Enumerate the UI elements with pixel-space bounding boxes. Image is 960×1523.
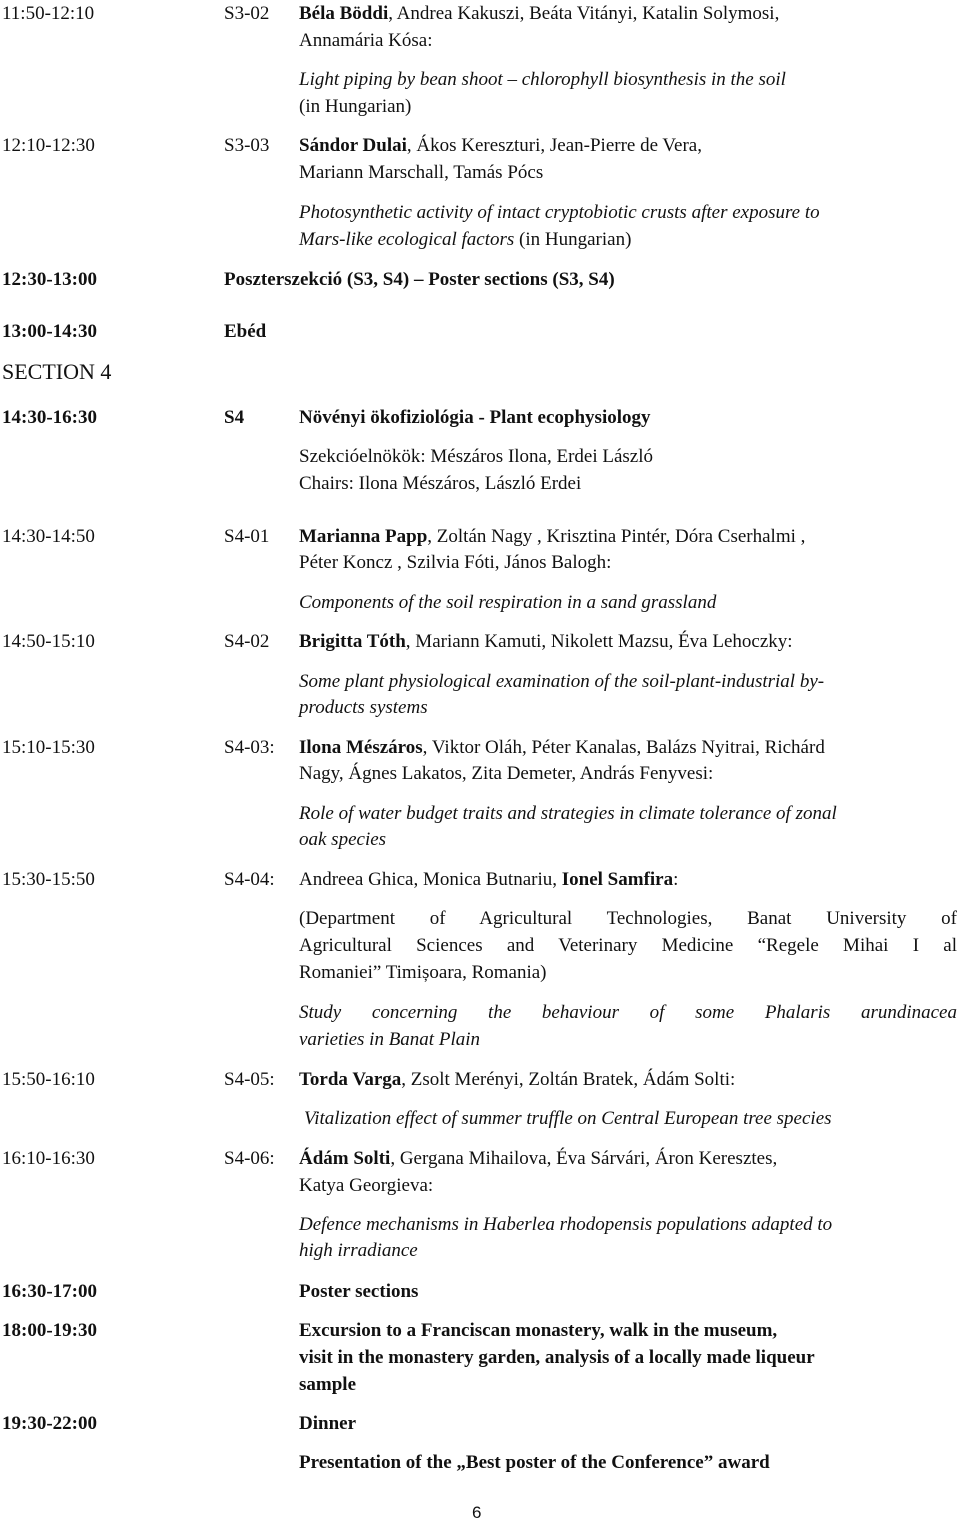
- time-slot: 13:00-14:30: [2, 321, 97, 342]
- authors: [299, 866, 678, 893]
- co-authors: Andreea Ghica, Monica Butnariu,: [299, 869, 562, 890]
- authors: [299, 523, 805, 550]
- session-code: S4-04:: [224, 869, 275, 890]
- time-slot: 18:00-19:30: [2, 1320, 97, 1341]
- talk-title-line-2: [299, 226, 631, 253]
- co-authors: , Zoltán Nagy , Krisztina Pintér, Dóra Cserhalmi ,: [427, 526, 806, 547]
- excursion-line-3: sample: [299, 1374, 356, 1395]
- authors: [299, 628, 793, 655]
- presenting-author: Sándor Dulai: [299, 135, 407, 156]
- page-number: 6: [472, 1503, 482, 1522]
- presenting-author: Ionel Samfira: [561, 869, 674, 890]
- session-code: S4-05:: [224, 1069, 275, 1090]
- presenting-author: Ádám Solti: [299, 1148, 391, 1169]
- time-slot: 11:50-12:10: [2, 3, 95, 24]
- time-slot: 15:50-16:10: [2, 1069, 95, 1090]
- talk-title: Photosynthetic activity of intact cryptobiotic crusts after exposure to: [299, 202, 820, 223]
- talk-title-line-2: oak species: [299, 829, 387, 850]
- talk-title: Components of the soil respiration in a sand grassland: [299, 592, 717, 613]
- authors-line-2: Mariann Marschall, Tamás Pócs: [299, 162, 544, 183]
- authors-line-2: Annamária Kósa:: [299, 30, 433, 51]
- award-presentation: Presentation of the „Best poster of the Conference” award: [299, 1452, 770, 1473]
- authors-end: :: [673, 869, 679, 890]
- co-authors: , Viktor Oláh, Péter Kanalas, Balázs Nyitrai, Richárd: [422, 737, 825, 758]
- talk-title-line-2: (in Hungarian): [299, 96, 412, 117]
- time-slot: 15:10-15:30: [2, 737, 95, 758]
- co-authors: , Zsolt Merényi, Zoltán Bratek, Ádám Solti:: [401, 1069, 736, 1090]
- co-authors: , Mariann Kamuti, Nikolett Mazsu, Éva Lehoczky:: [405, 631, 793, 652]
- presenting-author: Ilona Mészáros: [299, 737, 423, 758]
- talk-title: Light piping by bean shoot – chlorophyll biosynthesis in the soil: [299, 69, 786, 90]
- talk-title: Vitalization effect of summer truffle on Central European tree species: [304, 1108, 832, 1129]
- presenting-author: Brigitta Tóth: [299, 631, 406, 652]
- title-plain: (in Hungarian): [514, 229, 632, 250]
- dinner-label: Dinner: [299, 1413, 356, 1434]
- presenting-author: Béla Böddi: [299, 3, 389, 24]
- talk-title: Some plant physiological examination of the soil-plant-industrial by-: [299, 671, 825, 692]
- session-code: S4: [224, 407, 245, 428]
- authors: [299, 0, 779, 27]
- authors-line-2: Katya Georgieva:: [299, 1175, 434, 1196]
- talk-title-line-2: varieties in Banat Plain: [299, 1029, 481, 1050]
- session-title: Növényi ökofiziológia - Plant ecophysiology: [299, 407, 651, 428]
- authors: [299, 1066, 735, 1093]
- talk-title: Role of water budget traits and strategies in climate tolerance of zonal: [299, 803, 837, 824]
- title-italic: Mars-like ecological factors: [299, 229, 515, 250]
- time-slot: 14:30-14:50: [2, 526, 95, 547]
- authors-line-2: Nagy, Ágnes Lakatos, Zita Demeter, András Fenyvesi:: [299, 763, 714, 784]
- time-slot: 14:30-16:30: [2, 407, 97, 428]
- excursion-line-2: visit in the monastery garden, analysis of a locally made liqueur: [299, 1347, 815, 1368]
- talk-title-line-2: high irradiance: [299, 1240, 418, 1261]
- affiliation-line-3: Romaniei” Timișoara, Romania): [299, 962, 547, 983]
- time-slot: 15:30-15:50: [2, 869, 95, 890]
- session-code: S4-01: [224, 526, 270, 547]
- excursion-line-1: Excursion to a Franciscan monastery, walk in the museum,: [299, 1320, 778, 1341]
- co-authors: , Ákos Kereszturi, Jean-Pierre de Vera,: [406, 135, 702, 156]
- time-slot: 14:50-15:10: [2, 631, 95, 652]
- authors: [299, 132, 702, 159]
- session-code: S4-02: [224, 631, 270, 652]
- time-slot: 19:30-22:00: [2, 1413, 97, 1434]
- session-code: S3-03: [224, 135, 270, 156]
- talk-title: Defence mechanisms in Haberlea rhodopensis populations adapted to: [299, 1214, 833, 1235]
- talk-title: Study concerning the behaviour of some Phalaris arundinacea: [299, 1002, 957, 1023]
- poster-session: Poster sections: [299, 1281, 419, 1302]
- authors-line-2: Péter Koncz , Szilvia Fóti, János Balogh:: [299, 552, 612, 573]
- co-authors: , Gergana Mihailova, Éva Sárvári, Áron Keresztes,: [390, 1148, 778, 1169]
- time-slot: 12:10-12:30: [2, 135, 95, 156]
- co-authors: , Andrea Kakuszi, Beáta Vitányi, Katalin Solymosi,: [388, 3, 780, 24]
- lunch-label: Ebéd: [224, 321, 267, 342]
- time-slot: 16:10-16:30: [2, 1148, 95, 1169]
- affiliation-line-1: (Department of Agricultural Technologies, Banat University of: [299, 908, 957, 929]
- time-slot: 12:30-13:00: [2, 269, 97, 290]
- authors: [299, 734, 825, 761]
- presenting-author: Torda Varga: [299, 1069, 402, 1090]
- session-code: S4-06:: [224, 1148, 275, 1169]
- presenting-author: Marianna Papp: [299, 526, 428, 547]
- session-chairs-en: Chairs: Ilona Mészáros, László Erdei: [299, 473, 582, 494]
- session-code: S3-02: [224, 3, 270, 24]
- poster-session: Poszterszekció (S3, S4) – Poster sections (S3, S4): [224, 269, 615, 290]
- time-slot: 16:30-17:00: [2, 1281, 97, 1302]
- session-chairs-hu: Szekcióelnökök: Mészáros Ilona, Erdei László: [299, 446, 654, 467]
- affiliation-line-2: Agricultural Sciences and Veterinary Medicine “Regele Mihai I al: [299, 935, 957, 956]
- talk-title-line-2: products systems: [299, 697, 428, 718]
- authors: [299, 1145, 777, 1172]
- session-code: S4-03:: [224, 737, 275, 758]
- section-heading: SECTION 4: [2, 359, 112, 384]
